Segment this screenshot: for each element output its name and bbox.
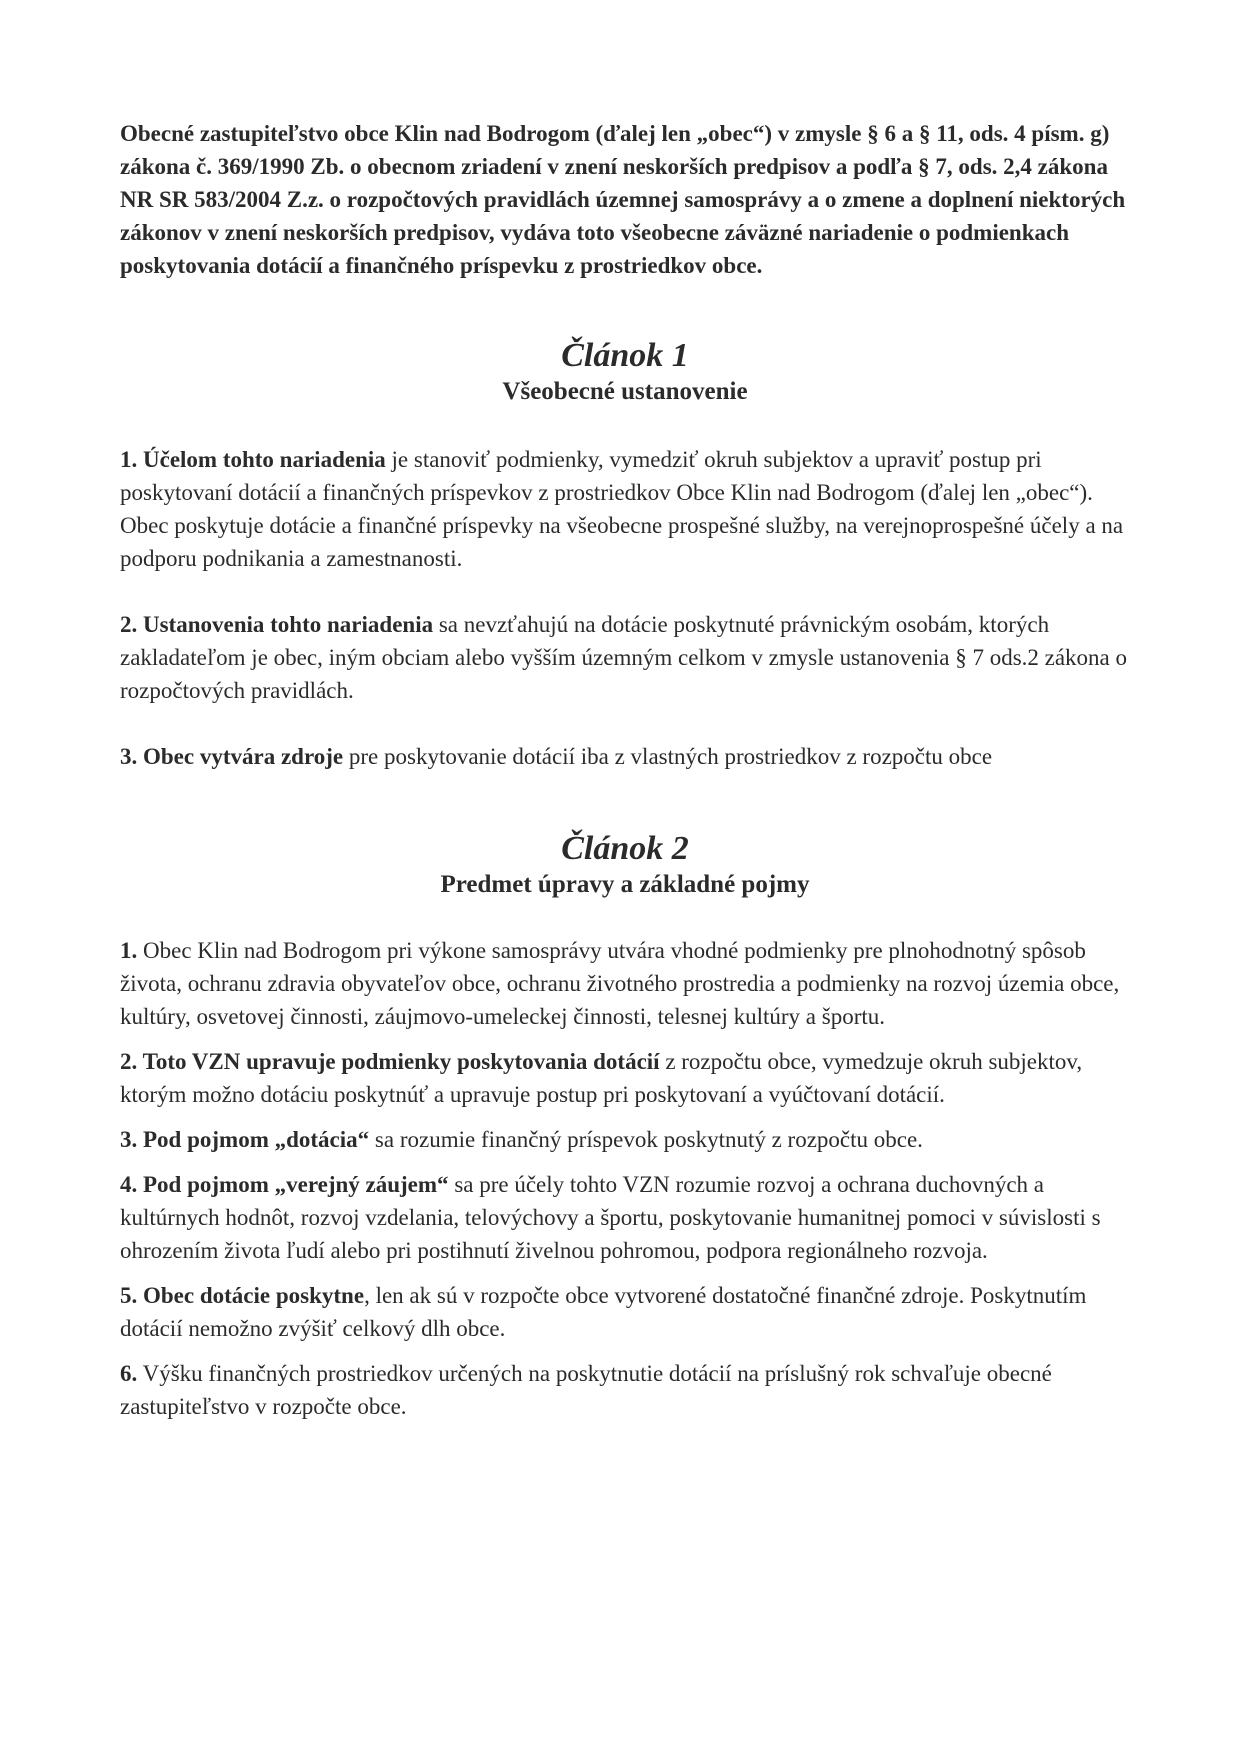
article-1-title: Všeobecné ustanovenie [502, 378, 748, 405]
article-1-number: Článok 1 [561, 337, 689, 374]
item-text: je stanoviť podmienky, vymedziť okruh subjektov a upraviť postup pri poskytovaní dotácií a finančných príspevkov z prostriedkov Obce Klin nad Bodrogom (ďalej len „obec“). Obec poskytuje dotácie a finančné príspevky na všeobecne prospešné služby, na verejnoprospešné účely a na podporu podnikania a zamestnanosti. [120, 447, 1124, 571]
article-1-item-3 [120, 740, 1130, 773]
article-1-heading [120, 336, 1130, 408]
item-lead: 3. Obec vytvára zdroje [120, 744, 344, 769]
article-1-item-1 [120, 443, 1130, 575]
item-lead: 6. [120, 1361, 138, 1386]
article-2-number: Článok 2 [561, 830, 689, 867]
item-text: sa rozumie finančný príspevok poskytnutý z rozpočtu obce. [369, 1127, 923, 1152]
item-text: Výšku finančných prostriedkov určených na poskytnutie dotácií na príslušný rok schvaľuje obecné zastupiteľstvo v rozpočte obce. [120, 1361, 1052, 1419]
article-1-item-2 [120, 608, 1130, 707]
item-lead: 1. [120, 938, 138, 963]
item-lead: 2. Toto VZN upravuje podmienky poskytovania dotácií [120, 1049, 660, 1074]
item-text: pre poskytovanie dotácií iba z vlastných prostriedkov z rozpočtu obce [343, 744, 993, 769]
item-text: z rozpočtu obce, vymedzuje okruh subjektov, ktorým možno dotáciu poskytnúť a upravuje postup pri poskytovaní a vyúčtovaní dotácií. [120, 1049, 1083, 1107]
article-2-item-5 [120, 1279, 1130, 1345]
item-text: sa pre účely tohto VZN rozumie rozvoj a ochrana duchovných a kultúrnych hodnôt, rozvoj vzdelania, telovýchovy a športu, poskytovanie humanitnej pomoci v súvislosti s ohrozením života ľudí alebo pri postihnutí živelnou pohromou, podpora regionálneho rozvoja. [120, 1172, 1101, 1263]
article-2-title: Predmet úpravy a základné pojmy [440, 871, 810, 898]
item-text: Obec Klin nad Bodrogom pri výkone samosprávy utvára vhodné podmienky pre plnohodnotný spôsob života, ochranu zdravia obyvateľov obce, ochranu životného prostredia a podmienky na rozvoj územia obce, kultúry, osvetovej činnosti, záujmovo-umeleckej činnosti, telesnej kultúry a športu. [120, 938, 1120, 1029]
item-lead: 1. Účelom tohto nariadenia [120, 447, 386, 472]
item-lead: 2. Ustanovenia tohto nariadenia [120, 612, 434, 637]
item-text: , len ak sú v rozpočte obce vytvorené dostatočné finančné zdroje. Poskytnutím dotácií nemožno zvýšiť celkový dlh obce. [120, 1283, 1087, 1341]
document-page [120, 117, 1130, 1423]
article-2-item-4 [120, 1168, 1130, 1267]
item-text: sa nevzťahujú na dotácie poskytnuté právnickým osobám, ktorých zakladateľom je obec, iným obciam alebo vyšším územným celkom v zmysle ustanovenia § 7 ods.2 zákona o rozpočtových pravidlách. [120, 612, 1128, 703]
article-2-item-3 [120, 1123, 1130, 1156]
article-2-item-1 [120, 934, 1130, 1033]
item-lead: 5. Obec dotácie poskytne [120, 1283, 365, 1308]
article-2-item-6 [120, 1357, 1130, 1423]
item-lead: 4. Pod pojmom „verejný záujem“ [120, 1172, 449, 1197]
intro-paragraph: Obecné zastupiteľstvo obce Klin nad Bodrogom (ďalej len „obec“) v zmysle § 6 a § 11, ods. 4 písm. g) zákona č. 369/1990 Zb. o obecnom zriadení v znení neskorších predpisov a podľa § 7, ods. 2,4 zákona NR SR 583/2004 Z.z. o rozpočtových pravidlách územnej samosprávy a o zmene a doplnení niektorých zákonov v znení neskorších predpisov, vydáva toto všeobecne záväzné nariadenie o podmienkach poskytovania dotácií a finančného príspevku z prostriedkov obce. [120, 121, 1126, 278]
article-2-heading [120, 829, 1130, 901]
article-2-item-2 [120, 1045, 1130, 1111]
item-lead: 3. Pod pojmom „dotácia“ [120, 1127, 370, 1152]
